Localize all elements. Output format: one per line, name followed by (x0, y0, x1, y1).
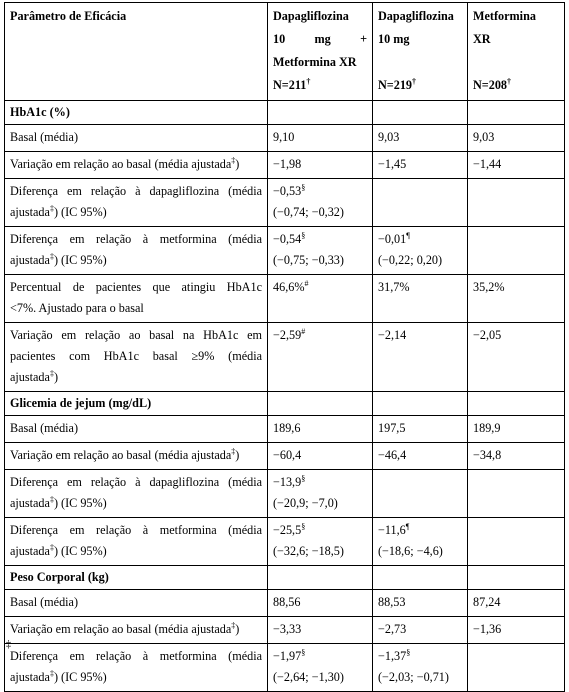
row-label: Variação em relação ao basal (média ajustada‡) (5, 152, 268, 179)
header-parameter: Parâmetro de Eficácia (5, 3, 268, 101)
header-dapagliflozina: Dapagliflozina 10 mg N=219† (373, 3, 468, 101)
table-row: Percentual de pacientes que atingiu HbA1c <7%. Ajustado para o basal 46,6%# 31,7% 35,2% (5, 275, 565, 323)
row-label: Percentual de pacientes que atingiu HbA1c <7%. Ajustado para o basal (5, 275, 268, 323)
table-row: Diferença em relação à metformina (média ajustada‡) (IC 95%) −25,5§ (−32,6; −18,5) −11,6¶ (−18,6; −4,6) (5, 518, 565, 566)
table-row: Diferença em relação à metformina (média ajustada‡) (IC 95%) −0,54§ (−0,75; −0,33) −0,01¶ (−0,22; 0,20) (5, 227, 565, 275)
row-label: Diferença em relação à metformina (média ajustada‡) (IC 95%) (5, 644, 268, 692)
table-row: Variação em relação ao basal (média ajustada‡) −3,33 −2,73 −1,36 (5, 617, 565, 644)
row-label: Diferença em relação à dapagliflozina (média ajustada‡) (IC 95%) (5, 179, 268, 227)
row-label: Diferença em relação à metformina (média ajustada‡) (IC 95%) (5, 227, 268, 275)
header-metformina: Metformina XR N=208† (468, 3, 565, 101)
table-row: Diferença em relação à dapagliflozina (média ajustada‡) (IC 95%) −0,53§ (−0,74; −0,32) (5, 179, 565, 227)
row-label: Basal (média) (5, 590, 268, 617)
table-row: Basal (média) 9,10 9,03 9,03 (5, 125, 565, 152)
table-row: Variação em relação ao basal (média ajustada‡) −60,4 −46,4 −34,8 (5, 443, 565, 470)
table-header-row (5, 3, 565, 101)
section-title-hba1c: HbA1c (%) (5, 101, 268, 125)
row-label: Variação em relação ao basal (média ajustada‡) (5, 617, 268, 644)
section-title-glicemia: Glicemia de jejum (mg/dL) (5, 392, 268, 416)
row-label: Variação em relação ao basal na HbA1c em pacientes com HbA1c basal ≥9% (média ajustada‡) (5, 323, 268, 392)
row-label: Diferença em relação à dapagliflozina (média ajustada‡) (IC 95%) (5, 470, 268, 518)
header-dapa-metformina: Dapagliflozina 10 mg + Metformina XR N=211† (268, 3, 373, 101)
section-title-peso: Peso Corporal (kg) (5, 566, 268, 590)
section-row (5, 566, 565, 590)
row-label: Basal (média) (5, 416, 268, 443)
row-label: Variação em relação ao basal (média ajustada‡) (5, 443, 268, 470)
row-label: Diferença em relação à metformina (média ajustada‡) (IC 95%) (5, 518, 268, 566)
section-row (5, 392, 565, 416)
table-row: Diferença em relação à dapagliflozina (média ajustada‡) (IC 95%) −13,9§ (−20,9; −7,0) (5, 470, 565, 518)
section-row (5, 101, 565, 125)
efficacy-table (4, 2, 565, 692)
footnote-mark: ‡ (6, 639, 11, 650)
table-row: Diferença em relação à metformina (média ajustada‡) (IC 95%) −1,97§ (−2,64; −1,30) −1,37§ (−2,03; −0,71) (5, 644, 565, 692)
table-row: Basal (média) 189,6 197,5 189,9 (5, 416, 565, 443)
table-row: Basal (média) 88,56 88,53 87,24 (5, 590, 565, 617)
table-row: Variação em relação ao basal (média ajustada‡) −1,98 −1,45 −1,44 (5, 152, 565, 179)
table-row: Variação em relação ao basal na HbA1c em pacientes com HbA1c basal ≥9% (média ajustada‡) −2,59# −2,14 −2,05 (5, 323, 565, 392)
row-label: Basal (média) (5, 125, 268, 152)
